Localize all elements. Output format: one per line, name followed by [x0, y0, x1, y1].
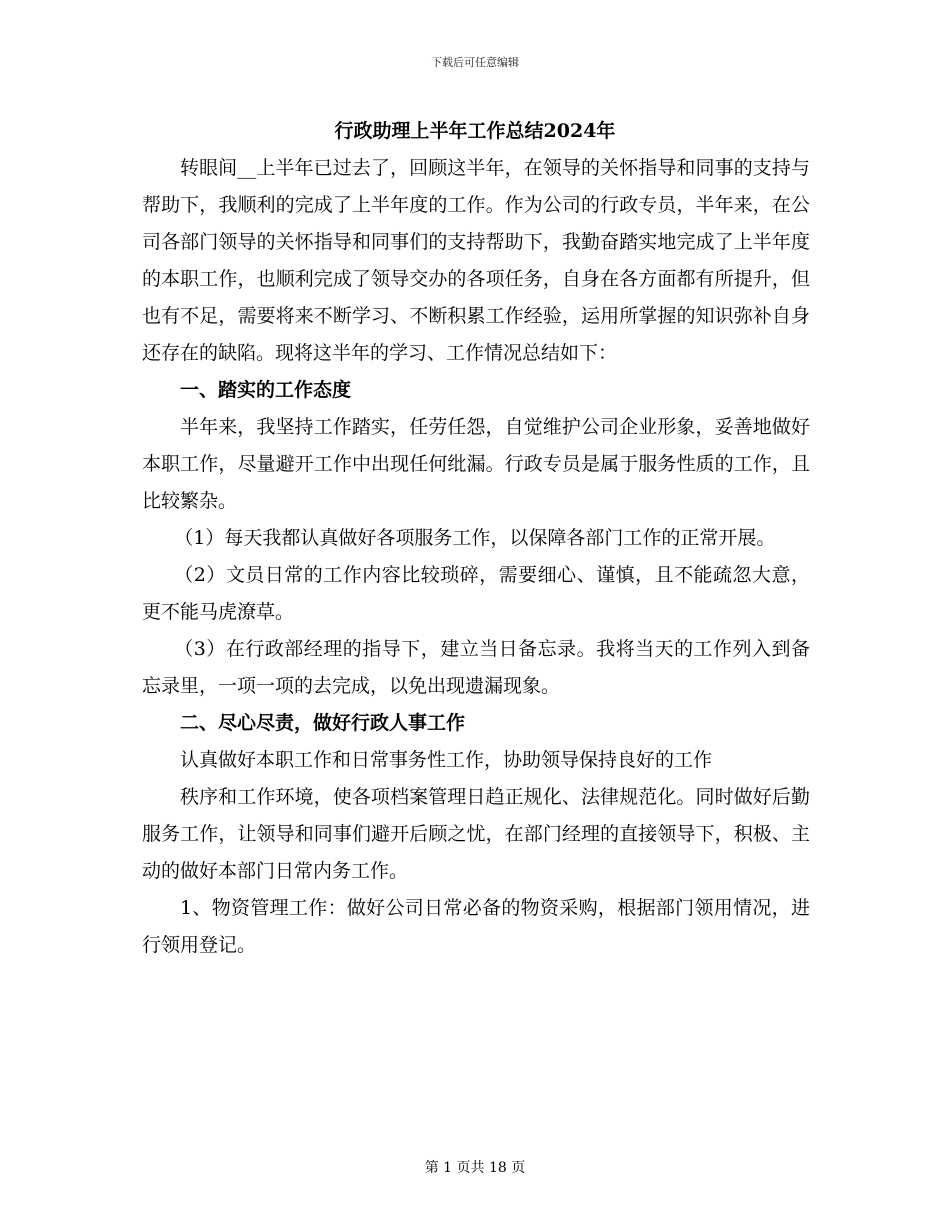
intro-paragraph: 转眼间__上半年已过去了，回顾这半年，在领导的关怀指导和同事的支持与帮助下，我顺利的完成了上半年度的工作。作为公司的行政专员，半年来，在公司各部门领导的关怀指导和同事们的支持帮助下，我勤奋踏实地完成了上半年度的本职工作，也顺利完成了领导交办的各项任务，自身在各方面都有所提升，但也有不足，需要将来不断学习、不断积累工作经验，运用所掌握的知识弥补自身还存在的缺陷。现将这半年的学习、工作情况总结如下： — [142, 157, 810, 364]
section-heading-1: 一、踏实的工作态度 — [180, 379, 352, 401]
page-footer: 第 1 页共 18 页 — [424, 1160, 526, 1176]
section-heading-2: 二、尽心尽责，做好行政人事工作 — [180, 712, 466, 734]
list-item-3: （3）在行政部经理的指导下，建立当日备忘录。我将当天的工作列入到备忘录里，一项一项的去完成，以免出现遗漏现象。 — [142, 638, 810, 697]
document-title: 行政助理上半年工作总结2024年 — [334, 120, 616, 142]
page-header-note: 下载后可任意编辑 — [431, 56, 519, 69]
section-2-paragraph: 秩序和工作环境，使各项档案管理日趋正规化、法律规范化。同时做好后勤服务工作，让领导和同事们避开后顾之忧，在部门经理的直接领导下，积极、主动的做好本部门日常内务工作。 — [142, 786, 810, 882]
section-2-paragraph-line: 认真做好本职工作和日常事务性工作，协助领导保持良好的工作 — [180, 749, 713, 771]
section-1-paragraph: 半年来，我坚持工作踏实，任劳任怨，自觉维护公司企业形象，妥善地做好本职工作，尽量避开工作中出现任何纰漏。行政专员是属于服务性质的工作，且比较繁杂。 — [142, 416, 810, 512]
material-management-item: 1、物资管理工作：做好公司日常必备的物资采购，根据部门领用情况，进行领用登记。 — [142, 897, 810, 956]
list-item-2: （2）文员日常的工作内容比较琐碎，需要细心、谨慎，且不能疏忽大意，更不能马虎潦草。 — [142, 564, 810, 623]
document-body — [142, 150, 810, 964]
list-item-1: （1）每天我都认真做好各项服务工作，以保障各部门工作的正常开展。 — [174, 527, 776, 549]
